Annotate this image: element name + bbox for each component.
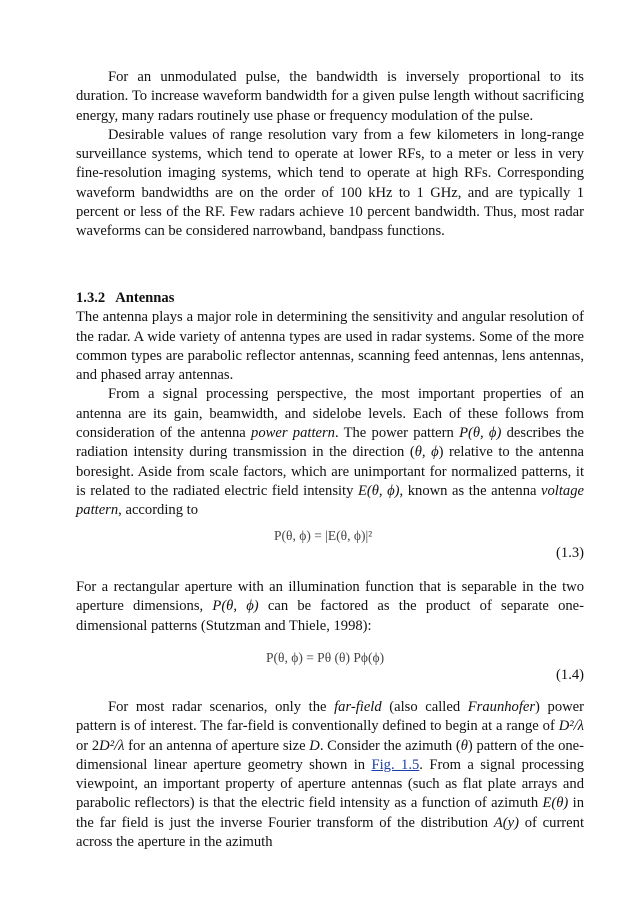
paragraph-range-resolution: Desirable values of range resolution vary from a few kilometers in long-range surveillance systems, which tend to operate at lower RFs, to a meter or less in very fine-resolution imaging systems, which tend to operate at high RFs. Corresponding waveform bandwidths are on the order of 100 kHz to 1 GHz, and are typically 1 percent or less of the RF. Few radars achieve 10 percent bandwidth. Thus, most radar waveforms can be considered narrowband, bandpass functions.: [76, 126, 584, 240]
equation-formula: P(θ, ϕ) = |E(θ, ϕ)|²: [274, 528, 373, 543]
section-number: 1.3.2: [76, 290, 106, 306]
text-block-far-field: [76, 698, 584, 852]
paragraph-pulse-bandwidth: For an unmodulated pulse, the bandwidth is inversely proportional to its duration. To increase waveform bandwidth for a given pulse length without sacrificing energy, many radars routinely use phase or frequency modulation of the pulse.: [76, 69, 584, 124]
paragraph-antenna-properties: From a signal processing perspective, the most important properties of an antenna are its gain, beamwidth, and sidelobe levels. Each of these follows from consideration of the antenna power pattern. The power pattern P(θ, ϕ) describes the radiation intensity during transmission in the direction (θ, ϕ) relative to the antenna boresight. Aside from scale factors, which are unimportant for normalized patterns, it is related to the radiated electric field intensity E(θ, ϕ), known as the antenna voltage pattern, according to: [76, 386, 585, 519]
paragraph-far-field: For most radar scenarios, only the far-field (also called Fraunhofer) power pattern is of interest. The far-field is conventionally defined to begin at a range of D²/λ or 2D²/λ for an antenna of aperture size D. Consider the azimuth (θ) pattern of the one-dimensional linear aperture geometry shown in Fig. 1.5. From a signal processing viewpoint, an important property of aperture antennas (such as flat plate arrays and parabolic reflectors) is that the electric field intensity as a function of azimuth E(θ) in the far field is just the inverse Fourier transform of the distribution A(y) of current across the aperture in the azimuth: [76, 699, 585, 851]
equation-number: (1.3): [556, 545, 584, 561]
equation-formula: P(θ, ϕ) = Pθ (θ) Pϕ(ϕ): [266, 650, 385, 665]
equation-number: (1.4): [556, 667, 584, 683]
text-block-top: [76, 68, 584, 242]
section-title: Antennas: [115, 290, 175, 306]
paragraph-rectangular-aperture: For a rectangular aperture with an illumination function that is separable in the two aperture dimensions, P(θ, ϕ) can be factored as the product of separate one-dimensional patterns (Stutzman and Thiele, 1998):: [76, 579, 585, 634]
section-heading: [76, 289, 584, 308]
text-block-antennas: [76, 289, 584, 521]
equation-1-3: [76, 526, 584, 566]
paragraph-antenna-intro: The antenna plays a major role in determining the sensitivity and angular resolution of the radar. A wide variety of antenna types are used in radar systems. Some of the more common types are parabolic reflector antennas, scanning feed antennas, lens antennas, and phased array antennas.: [76, 309, 584, 384]
text-block-rect-aperture: [76, 578, 584, 636]
equation-1-4: [76, 648, 584, 688]
figure-link[interactable]: Fig. 1.5: [371, 756, 420, 773]
